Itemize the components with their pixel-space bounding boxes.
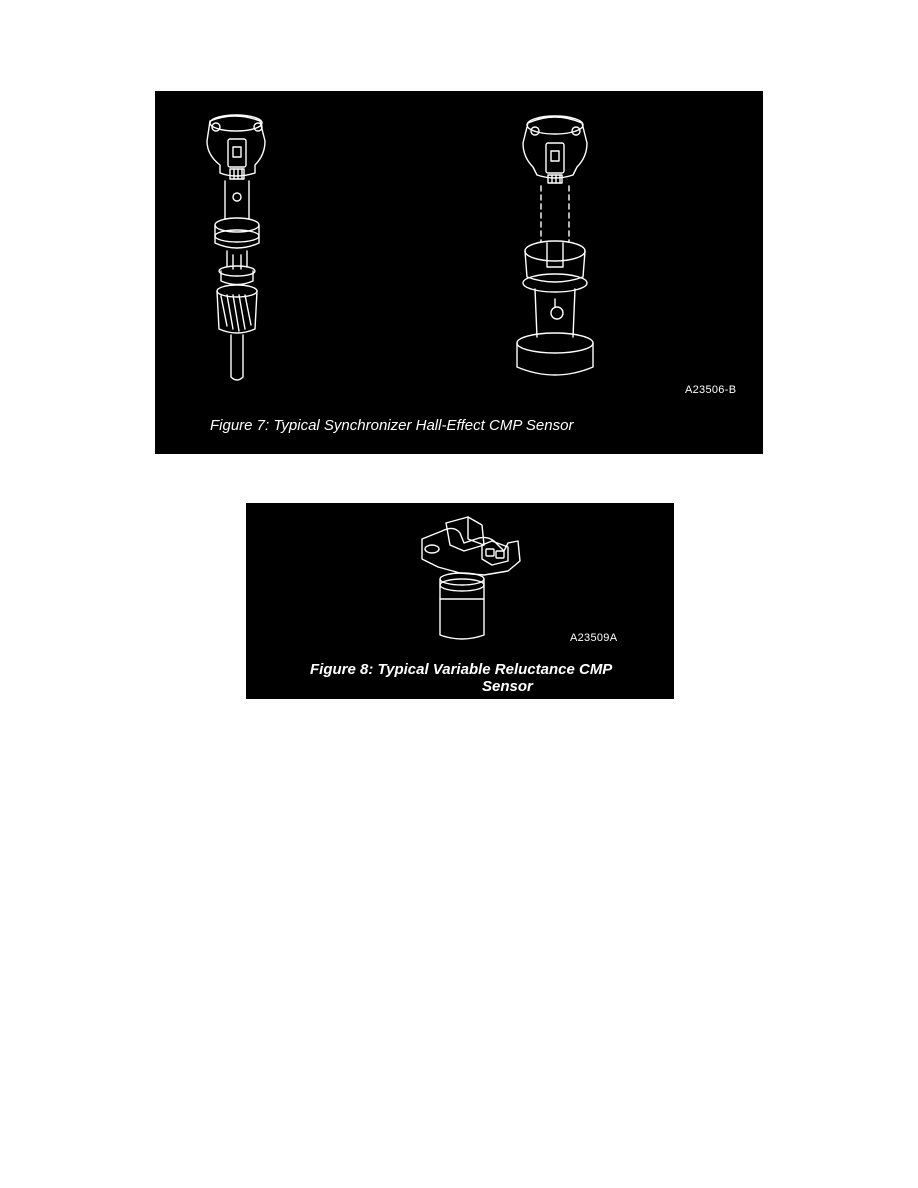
assembled-synchronizer-drawing	[207, 115, 265, 380]
figure-8-caption-line-2: Sensor	[482, 678, 533, 695]
figure-8-part-code: A23509A	[570, 632, 618, 644]
synchronizer-hall-effect-cmp-sensor-illustration	[155, 91, 763, 454]
figure-8-panel	[246, 503, 674, 699]
exploded-synchronizer-drawing	[517, 116, 593, 375]
figure-7-panel	[155, 91, 763, 454]
figure-7-caption: Figure 7: Typical Synchronizer Hall-Effect CMP Sensor	[210, 417, 574, 434]
figure-8-caption-line-1: Figure 8: Typical Variable Reluctance CMP	[310, 661, 613, 678]
figure-7-part-code: A23506-B	[685, 384, 737, 396]
